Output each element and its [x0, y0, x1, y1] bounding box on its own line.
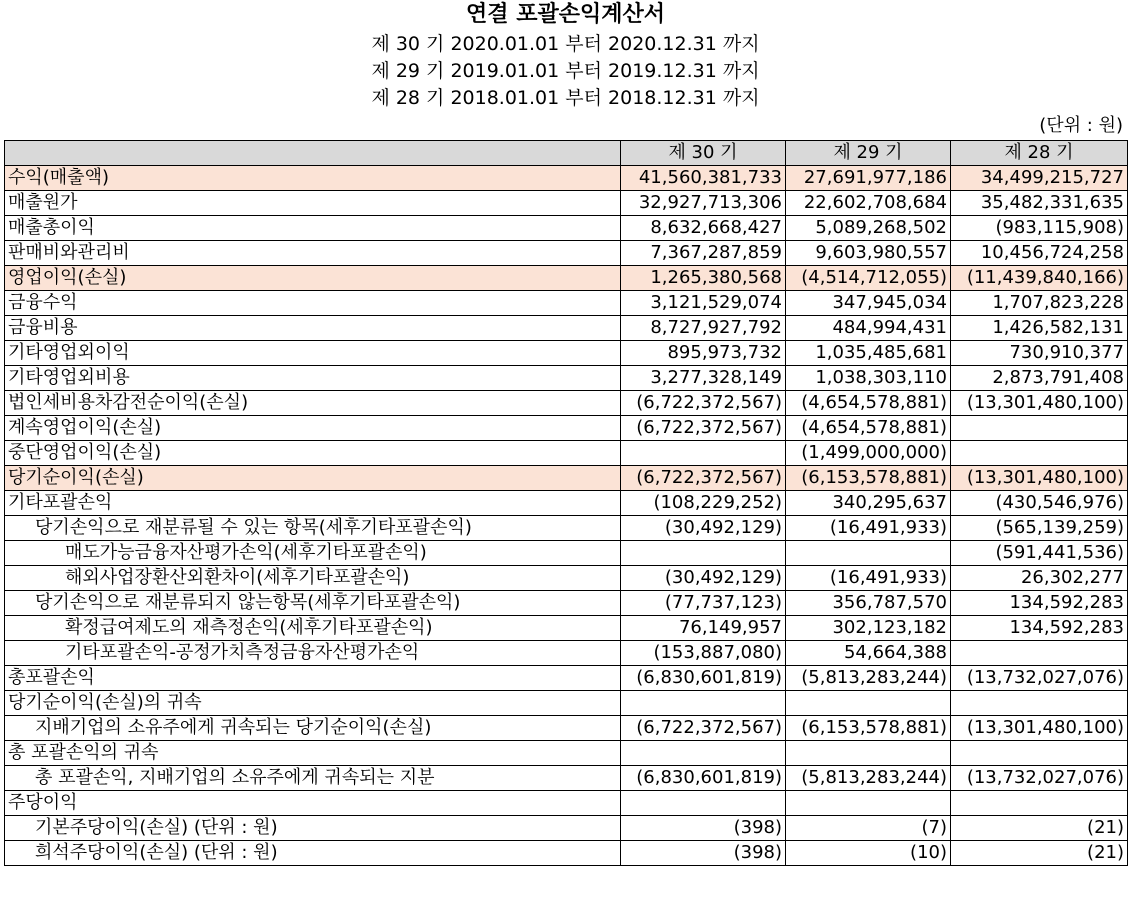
row-label: 희석주당이익(손실) (단위 : 원)	[5, 841, 621, 866]
value-period-30: (30,492,129)	[621, 516, 786, 541]
value-period-28: 26,302,277	[951, 566, 1128, 591]
table-row	[5, 641, 1128, 666]
row-label: 중단영업이익(손실)	[5, 441, 621, 466]
table-row	[5, 616, 1128, 641]
value-period-29: (6,153,578,881)	[786, 466, 951, 491]
row-label: 당기순이익(손실)	[5, 466, 621, 491]
value-period-30	[621, 691, 786, 716]
value-period-29	[786, 691, 951, 716]
value-period-28	[951, 691, 1128, 716]
table-row	[5, 416, 1128, 441]
row-label: 해외사업장환산외환차이(세후기타포괄손익)	[5, 566, 621, 591]
value-period-28: (13,732,027,076)	[951, 666, 1128, 691]
value-period-29: (16,491,933)	[786, 566, 951, 591]
header-account	[5, 141, 621, 166]
value-period-28: 730,910,377	[951, 341, 1128, 366]
value-period-28: 134,592,283	[951, 591, 1128, 616]
row-label: 당기순이익(손실)의 귀속	[5, 691, 621, 716]
period-line-29: 제 29 기 2019.01.01 부터 2019.12.31 까지	[371, 60, 760, 82]
value-period-30: (30,492,129)	[621, 566, 786, 591]
row-label: 당기손익으로 재분류되지 않는항목(세후기타포괄손익)	[5, 591, 621, 616]
value-period-30	[621, 741, 786, 766]
value-period-28: (983,115,908)	[951, 216, 1128, 241]
table-row	[5, 441, 1128, 466]
value-period-29: 1,035,485,681	[786, 341, 951, 366]
value-period-30: 8,632,668,427	[621, 216, 786, 241]
header-period-28: 제 28 기	[951, 141, 1128, 166]
value-period-29: (4,514,712,055)	[786, 266, 951, 291]
value-period-29: 27,691,977,186	[786, 166, 951, 191]
value-period-30: (77,737,123)	[621, 591, 786, 616]
value-period-30: (6,722,372,567)	[621, 716, 786, 741]
value-period-29: 22,602,708,684	[786, 191, 951, 216]
row-label: 판매비와관리비	[5, 241, 621, 266]
value-period-28: (13,301,480,100)	[951, 466, 1128, 491]
value-period-29: (10)	[786, 841, 951, 866]
value-period-30: 8,727,927,792	[621, 316, 786, 341]
table-row	[5, 316, 1128, 341]
row-label: 금융수익	[5, 291, 621, 316]
document-title: 연결 포괄손익계산서	[466, 2, 665, 27]
value-period-28: 1,426,582,131	[951, 316, 1128, 341]
value-period-29: 54,664,388	[786, 641, 951, 666]
value-period-29: 1,038,303,110	[786, 366, 951, 391]
table-row	[5, 766, 1128, 791]
row-label: 매도가능금융자산평가손익(세후기타포괄손익)	[5, 541, 621, 566]
value-period-30: (6,830,601,819)	[621, 666, 786, 691]
value-period-28: 34,499,215,727	[951, 166, 1128, 191]
table-row	[5, 266, 1128, 291]
row-label: 기타영업외이익	[5, 341, 621, 366]
row-label: 기타포괄손익-공정가치측정금융자산평가손익	[5, 641, 621, 666]
row-label: 계속영업이익(손실)	[5, 416, 621, 441]
table-row	[5, 491, 1128, 516]
value-period-29: 9,603,980,557	[786, 241, 951, 266]
table-row	[5, 816, 1128, 841]
value-period-28: (13,732,027,076)	[951, 766, 1128, 791]
financial-table	[4, 140, 1128, 866]
value-period-29	[786, 741, 951, 766]
table-row	[5, 366, 1128, 391]
table-row	[5, 666, 1128, 691]
row-label: 지배기업의 소유주에게 귀속되는 당기순이익(손실)	[5, 716, 621, 741]
value-period-28: (21)	[951, 816, 1128, 841]
value-period-29: 484,994,431	[786, 316, 951, 341]
row-label: 영업이익(손실)	[5, 266, 621, 291]
value-period-28: (591,441,536)	[951, 541, 1128, 566]
value-period-30: 3,121,529,074	[621, 291, 786, 316]
value-period-28	[951, 641, 1128, 666]
table-row	[5, 566, 1128, 591]
value-period-29: 347,945,034	[786, 291, 951, 316]
row-label: 매출총이익	[5, 216, 621, 241]
unit-label: (단위 : 원)	[1039, 115, 1123, 136]
value-period-30: 32,927,713,306	[621, 191, 786, 216]
table-row	[5, 591, 1128, 616]
value-period-29: (7)	[786, 816, 951, 841]
value-period-29	[786, 541, 951, 566]
period-line-30: 제 30 기 2020.01.01 부터 2020.12.31 까지	[371, 33, 760, 55]
value-period-30: (6,722,372,567)	[621, 416, 786, 441]
header-period-30: 제 30 기	[621, 141, 786, 166]
row-label: 총포괄손익	[5, 666, 621, 691]
table-row	[5, 391, 1128, 416]
table-row	[5, 466, 1128, 491]
value-period-30	[621, 791, 786, 816]
value-period-28	[951, 741, 1128, 766]
value-period-30: 41,560,381,733	[621, 166, 786, 191]
value-period-28	[951, 441, 1128, 466]
value-period-29: (5,813,283,244)	[786, 666, 951, 691]
row-label: 금융비용	[5, 316, 621, 341]
table-row	[5, 791, 1128, 816]
table-row	[5, 541, 1128, 566]
row-label: 당기손익으로 재분류될 수 있는 항목(세후기타포괄손익)	[5, 516, 621, 541]
value-period-29: 356,787,570	[786, 591, 951, 616]
value-period-30: (398)	[621, 841, 786, 866]
value-period-30: 7,367,287,859	[621, 241, 786, 266]
table-row	[5, 716, 1128, 741]
value-period-30: (6,722,372,567)	[621, 391, 786, 416]
period-line-28: 제 28 기 2018.01.01 부터 2018.12.31 까지	[371, 87, 760, 109]
row-label: 총 포괄손익, 지배기업의 소유주에게 귀속되는 지분	[5, 766, 621, 791]
value-period-28: (13,301,480,100)	[951, 716, 1128, 741]
table-row	[5, 291, 1128, 316]
value-period-28: 35,482,331,635	[951, 191, 1128, 216]
table-row	[5, 166, 1128, 191]
value-period-30: 1,265,380,568	[621, 266, 786, 291]
value-period-28: (430,546,976)	[951, 491, 1128, 516]
table-row	[5, 516, 1128, 541]
table-row	[5, 341, 1128, 366]
value-period-28: (11,439,840,166)	[951, 266, 1128, 291]
value-period-30: (153,887,080)	[621, 641, 786, 666]
row-label: 확정급여제도의 재측정손익(세후기타포괄손익)	[5, 616, 621, 641]
value-period-29: 5,089,268,502	[786, 216, 951, 241]
value-period-30	[621, 541, 786, 566]
row-label: 기타포괄손익	[5, 491, 621, 516]
row-label: 총 포괄손익의 귀속	[5, 741, 621, 766]
table-row	[5, 216, 1128, 241]
value-period-29: (16,491,933)	[786, 516, 951, 541]
table-body	[5, 166, 1128, 866]
value-period-30: 895,973,732	[621, 341, 786, 366]
row-label: 기본주당이익(손실) (단위 : 원)	[5, 816, 621, 841]
row-label: 주당이익	[5, 791, 621, 816]
value-period-30: (6,722,372,567)	[621, 466, 786, 491]
value-period-28	[951, 416, 1128, 441]
header-period-29: 제 29 기	[786, 141, 951, 166]
table-row	[5, 741, 1128, 766]
value-period-30: (6,830,601,819)	[621, 766, 786, 791]
table-row	[5, 841, 1128, 866]
row-label: 수익(매출액)	[5, 166, 621, 191]
value-period-28: (21)	[951, 841, 1128, 866]
table-row	[5, 241, 1128, 266]
table-row	[5, 191, 1128, 216]
value-period-29: (6,153,578,881)	[786, 716, 951, 741]
value-period-29: (4,654,578,881)	[786, 391, 951, 416]
row-label: 매출원가	[5, 191, 621, 216]
value-period-28: (565,139,259)	[951, 516, 1128, 541]
table-row	[5, 691, 1128, 716]
row-label: 기타영업외비용	[5, 366, 621, 391]
table-header-row	[5, 141, 1128, 166]
value-period-30	[621, 441, 786, 466]
value-period-30: (108,229,252)	[621, 491, 786, 516]
value-period-28: 10,456,724,258	[951, 241, 1128, 266]
value-period-30: 76,149,957	[621, 616, 786, 641]
value-period-28: 2,873,791,408	[951, 366, 1128, 391]
value-period-28: 1,707,823,228	[951, 291, 1128, 316]
value-period-29: (4,654,578,881)	[786, 416, 951, 441]
value-period-30: (398)	[621, 816, 786, 841]
value-period-29	[786, 791, 951, 816]
value-period-28: (13,301,480,100)	[951, 391, 1128, 416]
value-period-29: 302,123,182	[786, 616, 951, 641]
value-period-28: 134,592,283	[951, 616, 1128, 641]
value-period-28	[951, 791, 1128, 816]
value-period-30: 3,277,328,149	[621, 366, 786, 391]
row-label: 법인세비용차감전순이익(손실)	[5, 391, 621, 416]
value-period-29: 340,295,637	[786, 491, 951, 516]
value-period-29: (1,499,000,000)	[786, 441, 951, 466]
value-period-29: (5,813,283,244)	[786, 766, 951, 791]
